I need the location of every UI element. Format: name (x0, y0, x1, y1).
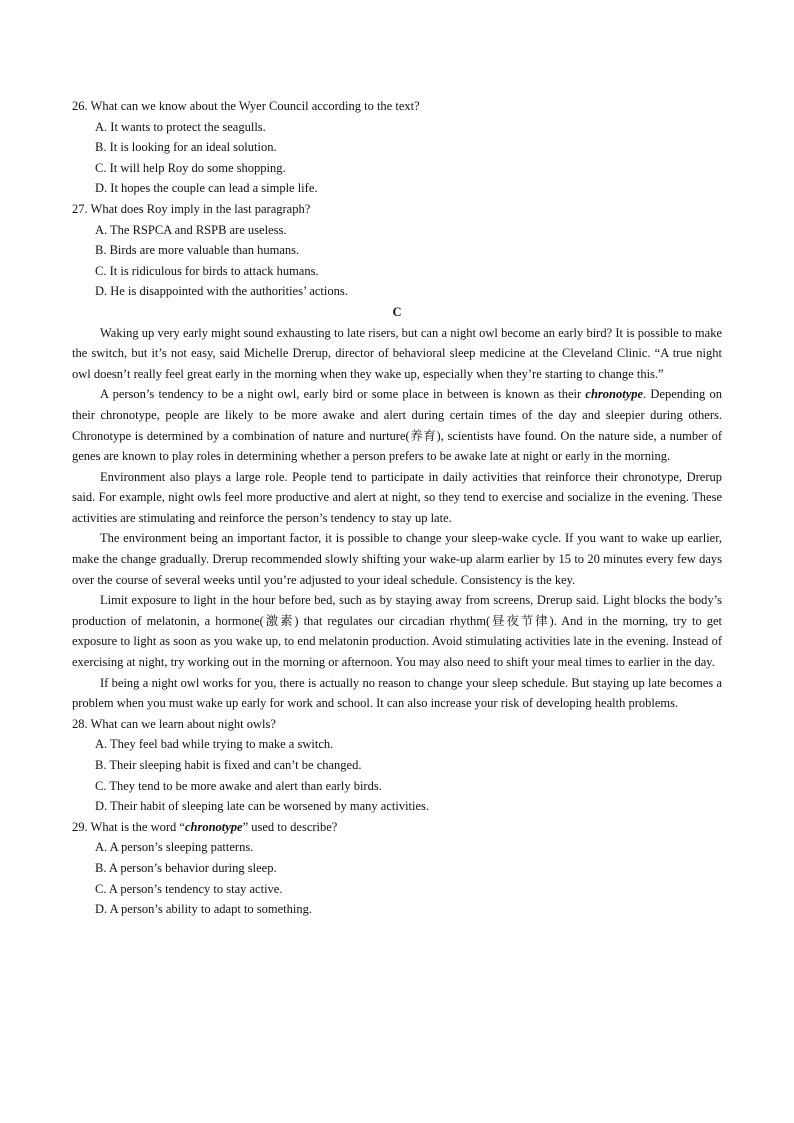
option-d: D. He is disappointed with the authorities’ actions. (95, 284, 348, 299)
passage-paragraph-4: The environment being an important factor, it is possible to change your sleep-wake cycle. If you want to wake up earlier, make the change gradually. Drerup recommended slowly shifting your wake-up alarm earlier by 15 to 20 minutes every few days over the course of several weeks until you’re adjusted to your ideal schedule. Consistency is the key. (72, 531, 722, 587)
option-c: C. A person’s tendency to stay active. (95, 881, 283, 896)
stem-text: 29. What is the word “ (72, 819, 185, 834)
chronotype-term: chronotype (585, 387, 644, 402)
passage-paragraph-6: If being a night owl works for you, there is actually no reason to change your sleep schedule. But staying up late becomes a problem when you must wake up early for work and school. It can also increase your risk of developing health problems. (72, 675, 722, 711)
question-28 (72, 714, 722, 817)
question-stem (72, 817, 722, 838)
question-27 (72, 199, 722, 302)
passage-paragraph-3: Environment also plays a large role. People tend to participate in daily activities that reinforce their chronotype, Drerup said. For example, night owls feel more productive and alert at night, so they tend to exercise and socialize in the evening. These activities are stimulating and reinforce the person’s tendency to stay up late. (72, 469, 722, 525)
chronotype-term: chronotype (184, 819, 243, 834)
option-d: D. Their habit of sleeping late can be worsened by many activities. (95, 799, 430, 814)
option-c: C. They tend to be more awake and alert than early birds. (95, 778, 382, 793)
option-b: B. It is looking for an ideal solution. (95, 140, 277, 155)
option-a: A. A person’s sleeping patterns. (95, 840, 254, 855)
option-c: C. It is ridiculous for birds to attack humans. (95, 263, 319, 278)
option-d: D. It hopes the couple can lead a simple life. (95, 181, 318, 196)
option-b: B. Birds are more valuable than humans. (95, 243, 300, 258)
exam-page (72, 96, 722, 920)
option-a: A. They feel bad while trying to make a switch. (95, 737, 334, 752)
paragraph-text: A person’s tendency to be a night owl, early bird or some place in between is known as their (100, 387, 586, 402)
passage-paragraph-1: Waking up very early might sound exhausting to late risers, but can a night owl become an early bird? It is possible to make the switch, but it’s not easy, said Michelle Drerup, director of behavioral sleep medicine at the Cleveland Clinic. “A true night owl doesn’t really feel great early in the morning when they wake up, especially when they’re starting to change this.” (72, 325, 722, 381)
option-a: A. It wants to protect the seagulls. (95, 119, 266, 134)
question-26 (72, 96, 722, 199)
question-stem: 26. What can we know about the Wyer Council according to the text? (72, 99, 420, 113)
option-a: A. The RSPCA and RSPB are useless. (95, 222, 287, 237)
passage-paragraph-2 (72, 384, 722, 466)
paragraph-text: . Depending on their chronotype, people are likely to be more awake and alert during certain times of the day and sleepier during others. Chronotype is determined by a combination of nature and nurture(养育), scientists have found. On the nature side, a number of genes are known to play roles in determining whether a person prefers to be awake late at night or early in the morning. (72, 387, 722, 464)
question-stem: 28. What can we learn about night owls? (72, 716, 276, 731)
option-b: B. A person’s behavior during sleep. (95, 860, 277, 875)
option-d: D. A person’s ability to adapt to something. (95, 902, 312, 917)
option-c: C. It will help Roy do some shopping. (95, 160, 286, 175)
passage-paragraph-5: Limit exposure to light in the hour before bed, such as by staying away from screens, Drerup said. Light blocks the body’s production of melatonin, a hormone(激素) that regulates our circadian rhythm(昼夜节律). And in the morning, try to get exposure to light as soon as you wake up, to end melatonin production. Avoid stimulating activities late in the evening. Instead of exercising at night, try working out in the morning or afternoon. You may also need to shift your meal times to earlier in the day. (72, 593, 722, 670)
option-b: B. Their sleeping habit is fixed and can’t be changed. (95, 758, 362, 772)
section-title: C (392, 304, 402, 319)
stem-text: ” used to describe? (242, 819, 338, 834)
question-29 (72, 817, 722, 920)
question-stem: 27. What does Roy imply in the last paragraph? (72, 201, 311, 216)
